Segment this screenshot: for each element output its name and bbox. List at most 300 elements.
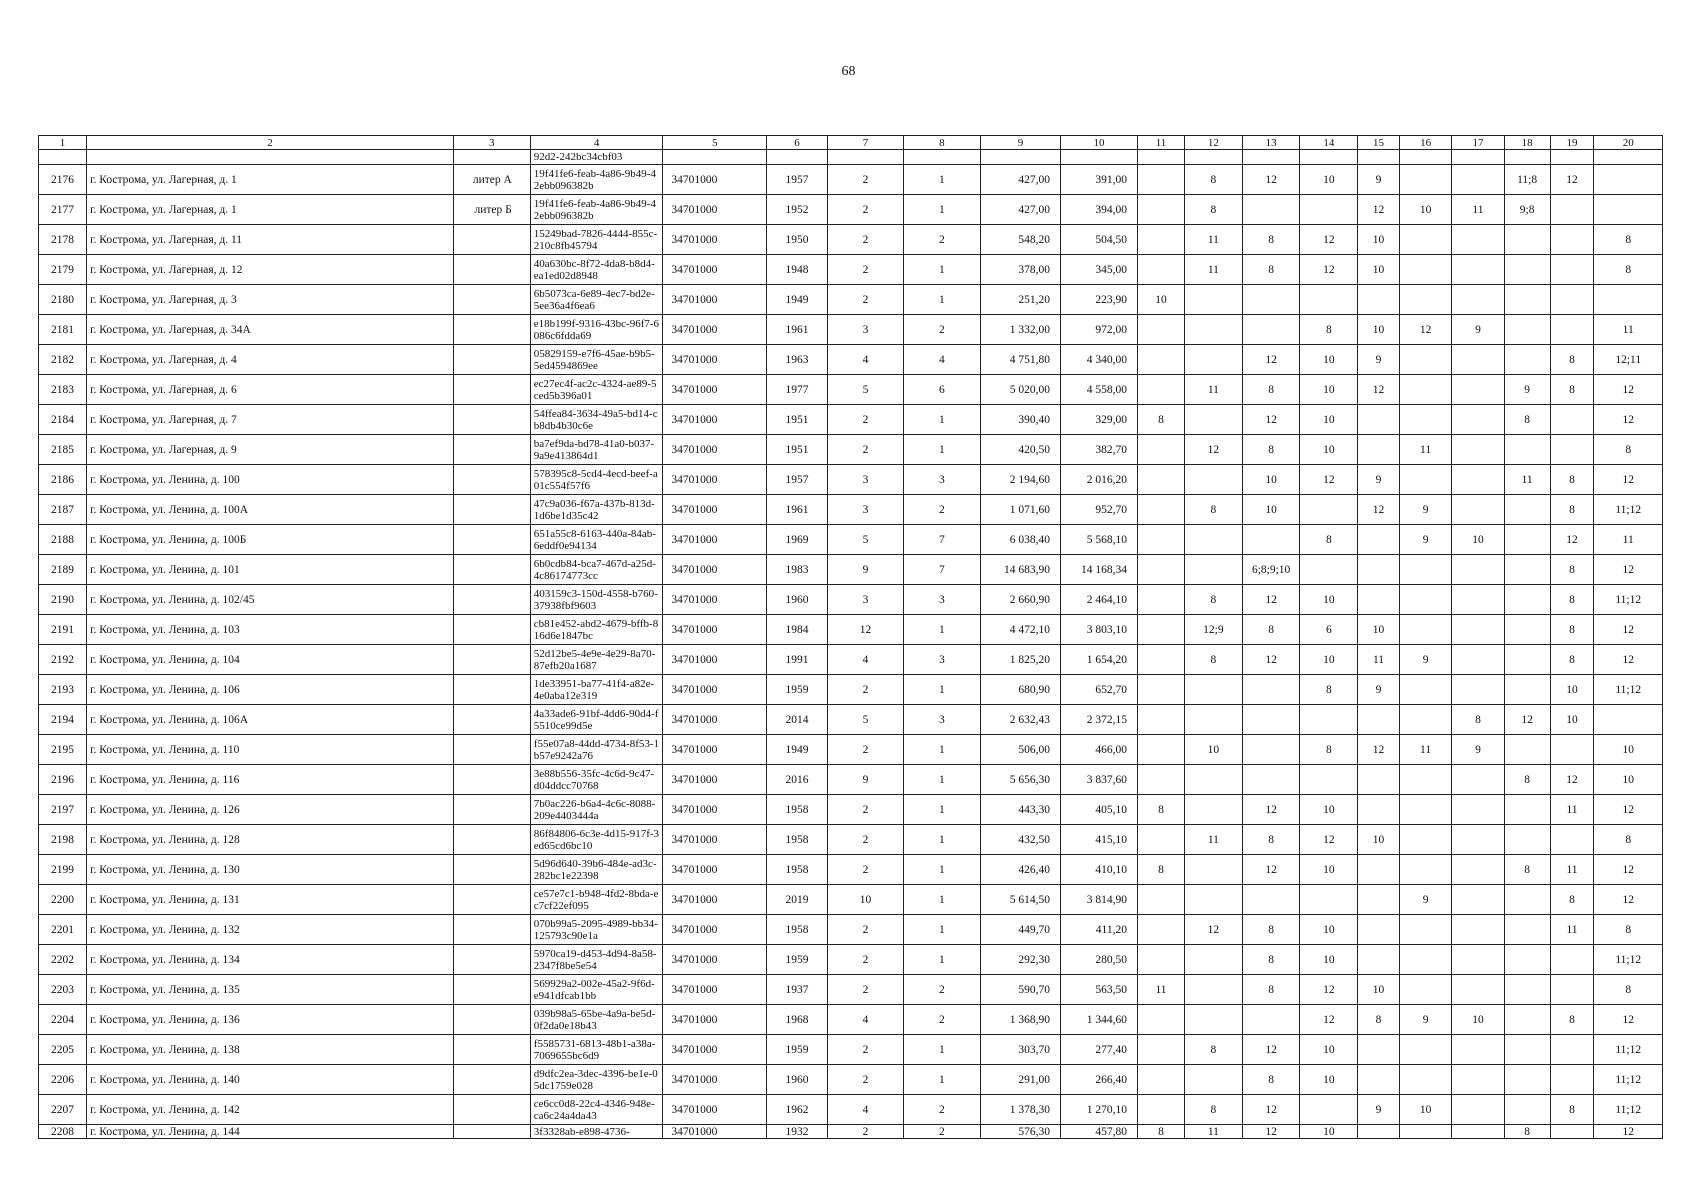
address-cell — [87, 150, 454, 165]
address-cell: г. Кострома, ул. Ленина, д. 103 — [87, 615, 454, 645]
living-area-cell: 3 814,90 — [1061, 885, 1138, 915]
address-cell: г. Кострома, ул. Ленина, д. 100Б — [87, 525, 454, 555]
year-built-cell: 1958 — [767, 915, 828, 945]
object-guid-cell: 19f41fe6-feab-4a86-9b49-42ebb096382b — [530, 165, 663, 195]
table-row — [39, 855, 1663, 885]
address-cell: г. Кострома, ул. Ленина, д. 100А — [87, 495, 454, 525]
living-area-cell: 457,80 — [1061, 1125, 1138, 1139]
oktmo-code-cell: 34701000 — [663, 225, 767, 255]
entrances-cell: 1 — [903, 255, 980, 285]
oktmo-code-cell: 34701000 — [663, 615, 767, 645]
entrances-cell: 1 — [903, 615, 980, 645]
table-row — [39, 195, 1663, 225]
col-16-cell — [1399, 1125, 1451, 1139]
total-area-cell: 1 368,90 — [980, 1005, 1060, 1035]
col-17-cell — [1452, 1095, 1504, 1125]
floors-cell: 2 — [827, 945, 903, 975]
col-15-cell: 10 — [1358, 825, 1400, 855]
address-cell: г. Кострома, ул. Ленина, д. 140 — [87, 1065, 454, 1095]
col-11-cell — [1138, 495, 1185, 525]
housing-register-table — [38, 135, 1663, 1139]
letter-cell — [453, 915, 530, 945]
row-number-cell: 2204 — [39, 1005, 87, 1035]
col-20-cell: 8 — [1594, 975, 1663, 1005]
oktmo-code-cell: 34701000 — [663, 825, 767, 855]
col-16-cell — [1399, 1035, 1451, 1065]
address-cell: г. Кострома, ул. Ленина, д. 142 — [87, 1095, 454, 1125]
col-20-cell — [1594, 150, 1663, 165]
letter-cell — [453, 525, 530, 555]
col-19-cell: 10 — [1550, 675, 1594, 705]
col-18-cell — [1504, 615, 1550, 645]
col-13-cell: 8 — [1242, 915, 1300, 945]
col-12-cell — [1185, 675, 1243, 705]
col-15-cell: 10 — [1358, 225, 1400, 255]
oktmo-code-cell: 34701000 — [663, 975, 767, 1005]
floors-cell: 2 — [827, 285, 903, 315]
col-20-cell: 12 — [1594, 885, 1663, 915]
col-11-cell — [1138, 555, 1185, 585]
col-14-cell — [1300, 555, 1358, 585]
continuation-row — [39, 150, 1663, 165]
address-cell: г. Кострома, ул. Лагерная, д. 12 — [87, 255, 454, 285]
col-12-cell — [1185, 555, 1243, 585]
col-19-cell: 10 — [1550, 705, 1594, 735]
col-20-cell: 11;12 — [1594, 1095, 1663, 1125]
col-11-cell — [1138, 1005, 1185, 1035]
col-18-cell: 9 — [1504, 375, 1550, 405]
floors-cell: 2 — [827, 165, 903, 195]
year-built-cell: 1961 — [767, 495, 828, 525]
col-12-cell — [1185, 765, 1243, 795]
col-18-cell: 8 — [1504, 405, 1550, 435]
col-13-cell — [1242, 195, 1300, 225]
floors-cell: 2 — [827, 435, 903, 465]
oktmo-code-cell: 34701000 — [663, 165, 767, 195]
col-17-cell — [1452, 1065, 1504, 1095]
col-18-cell — [1504, 915, 1550, 945]
column-header-12: 12 — [1185, 136, 1243, 150]
col-12-cell: 10 — [1185, 735, 1243, 765]
living-area-cell: 1 654,20 — [1061, 645, 1138, 675]
year-built-cell: 1984 — [767, 615, 828, 645]
col-18-cell — [1504, 345, 1550, 375]
col-15-cell — [1358, 795, 1400, 825]
col-13-cell — [1242, 705, 1300, 735]
address-cell: г. Кострома, ул. Лагерная, д. 34А — [87, 315, 454, 345]
col-19-cell: 8 — [1550, 465, 1594, 495]
col-12-cell: 11 — [1185, 1125, 1243, 1139]
col-18-cell: 9;8 — [1504, 195, 1550, 225]
col-14-cell: 8 — [1300, 525, 1358, 555]
floors-cell: 4 — [827, 645, 903, 675]
table-row — [39, 465, 1663, 495]
col-12-cell: 8 — [1185, 645, 1243, 675]
letter-cell — [453, 495, 530, 525]
column-header-8: 8 — [903, 136, 980, 150]
col-16-cell — [1399, 945, 1451, 975]
year-built-cell: 1951 — [767, 405, 828, 435]
col-17-cell — [1452, 915, 1504, 945]
entrances-cell: 1 — [903, 915, 980, 945]
living-area-cell: 2 016,20 — [1061, 465, 1138, 495]
col-18-cell — [1504, 435, 1550, 465]
col-14-cell — [1300, 495, 1358, 525]
col-11-cell — [1138, 345, 1185, 375]
row-number-cell: 2182 — [39, 345, 87, 375]
year-built-cell: 1983 — [767, 555, 828, 585]
entrances-cell: 1 — [903, 195, 980, 225]
col-18-cell — [1504, 945, 1550, 975]
col-14-cell: 10 — [1300, 1035, 1358, 1065]
col-15-cell: 12 — [1358, 735, 1400, 765]
entrances-cell: 2 — [903, 1125, 980, 1139]
row-number-cell: 2199 — [39, 855, 87, 885]
col-18-cell — [1504, 1035, 1550, 1065]
table-row — [39, 225, 1663, 255]
col-13-cell: 12 — [1242, 585, 1300, 615]
col-19-cell: 12 — [1550, 765, 1594, 795]
col-12-cell: 8 — [1185, 495, 1243, 525]
col-14-cell: 8 — [1300, 315, 1358, 345]
oktmo-code-cell: 34701000 — [663, 405, 767, 435]
col-12-cell: 11 — [1185, 255, 1243, 285]
year-built-cell: 2016 — [767, 765, 828, 795]
col-14-cell: 10 — [1300, 795, 1358, 825]
column-header-2: 2 — [87, 136, 454, 150]
letter-cell: литер Б — [453, 195, 530, 225]
col-11-cell: 8 — [1138, 1125, 1185, 1139]
col-12-cell: 12 — [1185, 435, 1243, 465]
col-18-cell — [1504, 495, 1550, 525]
row-number-cell: 2208 — [39, 1125, 87, 1139]
col-20-cell: 12 — [1594, 855, 1663, 885]
oktmo-code-cell: 34701000 — [663, 885, 767, 915]
year-built-cell: 1959 — [767, 1035, 828, 1065]
col-13-cell — [1242, 315, 1300, 345]
total-area-cell: 2 194,60 — [980, 465, 1060, 495]
row-number-cell: 2198 — [39, 825, 87, 855]
entrances-cell: 2 — [903, 1005, 980, 1035]
row-number-cell: 2185 — [39, 435, 87, 465]
floors-cell: 2 — [827, 225, 903, 255]
col-15-cell — [1358, 1125, 1400, 1139]
col-13-cell: 8 — [1242, 825, 1300, 855]
col-11-cell: 8 — [1138, 405, 1185, 435]
total-area-cell: 390,40 — [980, 405, 1060, 435]
col-14-cell: 10 — [1300, 375, 1358, 405]
year-built-cell: 1958 — [767, 795, 828, 825]
col-18-cell — [1504, 225, 1550, 255]
total-area-cell: 443,30 — [980, 795, 1060, 825]
col-20-cell: 12 — [1594, 645, 1663, 675]
entrances-cell: 1 — [903, 165, 980, 195]
floors-cell: 3 — [827, 585, 903, 615]
entrances-cell: 2 — [903, 315, 980, 345]
letter-cell — [453, 675, 530, 705]
col-19-cell — [1550, 150, 1594, 165]
col-16-cell: 9 — [1399, 495, 1451, 525]
entrances-cell: 1 — [903, 795, 980, 825]
col-11-cell — [1138, 1035, 1185, 1065]
col-17-cell: 11 — [1452, 195, 1504, 225]
row-number-cell: 2206 — [39, 1065, 87, 1095]
col-14-cell — [1300, 705, 1358, 735]
floors-cell: 3 — [827, 495, 903, 525]
row-number-cell: 2196 — [39, 765, 87, 795]
col-14-cell — [1300, 195, 1358, 225]
total-area-cell: 14 683,90 — [980, 555, 1060, 585]
col-12-cell: 11 — [1185, 375, 1243, 405]
col-12-cell: 8 — [1185, 1095, 1243, 1125]
col-18-cell — [1504, 315, 1550, 345]
address-cell: г. Кострома, ул. Ленина, д. 101 — [87, 555, 454, 585]
column-number-row — [39, 136, 1663, 150]
col-14-cell — [1300, 765, 1358, 795]
letter-cell — [453, 1005, 530, 1035]
col-19-cell: 12 — [1550, 165, 1594, 195]
col-14-cell — [1300, 885, 1358, 915]
col-20-cell — [1594, 285, 1663, 315]
oktmo-code-cell: 34701000 — [663, 525, 767, 555]
col-15-cell: 10 — [1358, 315, 1400, 345]
letter-cell — [453, 1125, 530, 1139]
letter-cell — [453, 150, 530, 165]
living-area-cell: 394,00 — [1061, 195, 1138, 225]
col-19-cell — [1550, 225, 1594, 255]
table-row — [39, 975, 1663, 1005]
table-row — [39, 1125, 1663, 1139]
col-12-cell: 12 — [1185, 915, 1243, 945]
col-17-cell — [1452, 495, 1504, 525]
col-19-cell — [1550, 315, 1594, 345]
col-12-cell: 8 — [1185, 585, 1243, 615]
col-11-cell — [1138, 645, 1185, 675]
col-12-cell: 12;9 — [1185, 615, 1243, 645]
col-11-cell: 8 — [1138, 795, 1185, 825]
col-13-cell — [1242, 735, 1300, 765]
col-12-cell — [1185, 795, 1243, 825]
object-guid-cell: ec27ec4f-ac2c-4324-ae89-5ced5b396a01 — [530, 375, 663, 405]
object-guid-cell: 05829159-e7f6-45ae-b9b5-5ed4594869ee — [530, 345, 663, 375]
floors-cell: 4 — [827, 1005, 903, 1035]
year-built-cell: 1962 — [767, 1095, 828, 1125]
col-20-cell: 12 — [1594, 405, 1663, 435]
col-16-cell — [1399, 1065, 1451, 1095]
col-12-cell: 8 — [1185, 195, 1243, 225]
col-14-cell: 12 — [1300, 975, 1358, 1005]
total-area-cell: 5 020,00 — [980, 375, 1060, 405]
row-number-cell: 2195 — [39, 735, 87, 765]
col-17-cell: 10 — [1452, 525, 1504, 555]
col-13-cell: 10 — [1242, 495, 1300, 525]
entrances-cell: 2 — [903, 975, 980, 1005]
oktmo-code-cell: 34701000 — [663, 795, 767, 825]
table-body — [39, 150, 1663, 1139]
letter-cell — [453, 315, 530, 345]
entrances-cell: 2 — [903, 495, 980, 525]
col-15-cell: 10 — [1358, 975, 1400, 1005]
col-13-cell: 12 — [1242, 405, 1300, 435]
col-17-cell — [1452, 150, 1504, 165]
total-area-cell: 4 751,80 — [980, 345, 1060, 375]
col-18-cell — [1504, 285, 1550, 315]
year-built-cell: 1932 — [767, 1125, 828, 1139]
table-row — [39, 675, 1663, 705]
year-built-cell: 1961 — [767, 315, 828, 345]
col-15-cell — [1358, 285, 1400, 315]
oktmo-code-cell: 34701000 — [663, 255, 767, 285]
column-header-6: 6 — [767, 136, 828, 150]
col-16-cell: 10 — [1399, 195, 1451, 225]
letter-cell — [453, 375, 530, 405]
oktmo-code-cell: 34701000 — [663, 345, 767, 375]
col-16-cell — [1399, 465, 1451, 495]
col-11-cell — [1138, 315, 1185, 345]
col-14-cell: 12 — [1300, 225, 1358, 255]
col-16-cell — [1399, 615, 1451, 645]
col-13-cell — [1242, 1005, 1300, 1035]
oktmo-code-cell: 34701000 — [663, 765, 767, 795]
col-14-cell: 8 — [1300, 675, 1358, 705]
col-12-cell — [1185, 855, 1243, 885]
address-cell: г. Кострома, ул. Ленина, д. 138 — [87, 1035, 454, 1065]
col-12-cell: 11 — [1185, 825, 1243, 855]
year-built-cell: 1958 — [767, 825, 828, 855]
letter-cell — [453, 1035, 530, 1065]
col-13-cell: 12 — [1242, 1125, 1300, 1139]
address-cell: г. Кострома, ул. Ленина, д. 100 — [87, 465, 454, 495]
col-20-cell: 8 — [1594, 825, 1663, 855]
col-14-cell: 12 — [1300, 825, 1358, 855]
col-17-cell — [1452, 345, 1504, 375]
col-18-cell — [1504, 585, 1550, 615]
col-18-cell — [1504, 255, 1550, 285]
object-guid-cell: 40a630bc-8f72-4da8-b8d4-ea1ed02d8948 — [530, 255, 663, 285]
letter-cell — [453, 435, 530, 465]
col-15-cell — [1358, 585, 1400, 615]
living-area-cell: 652,70 — [1061, 675, 1138, 705]
col-19-cell: 8 — [1550, 615, 1594, 645]
object-guid-cell: 47c9a036-f67a-437b-813d-1d6be1d35c42 — [530, 495, 663, 525]
object-guid-cell: ce57e7c1-b948-4fd2-8bda-ec7cf22ef095 — [530, 885, 663, 915]
col-16-cell — [1399, 855, 1451, 885]
col-17-cell — [1452, 165, 1504, 195]
year-built-cell: 1991 — [767, 645, 828, 675]
living-area-cell: 1 344,60 — [1061, 1005, 1138, 1035]
year-built-cell: 1969 — [767, 525, 828, 555]
living-area-cell: 410,10 — [1061, 855, 1138, 885]
col-11-cell — [1138, 1065, 1185, 1095]
row-number-cell: 2187 — [39, 495, 87, 525]
col-15-cell: 9 — [1358, 1095, 1400, 1125]
row-number-cell: 2178 — [39, 225, 87, 255]
col-20-cell: 12 — [1594, 465, 1663, 495]
object-guid-cell: 86f84806-6c3e-4d15-917f-3ed65cd6bc10 — [530, 825, 663, 855]
oktmo-code-cell: 34701000 — [663, 315, 767, 345]
col-15-cell — [1358, 405, 1400, 435]
entrances-cell: 3 — [903, 585, 980, 615]
floors-cell: 3 — [827, 315, 903, 345]
col-19-cell — [1550, 735, 1594, 765]
floors-cell: 3 — [827, 465, 903, 495]
col-17-cell — [1452, 465, 1504, 495]
entrances-cell: 1 — [903, 675, 980, 705]
table-row — [39, 945, 1663, 975]
row-number-cell: 2188 — [39, 525, 87, 555]
floors-cell: 5 — [827, 375, 903, 405]
col-11-cell: 8 — [1138, 855, 1185, 885]
col-16-cell: 9 — [1399, 645, 1451, 675]
col-19-cell — [1550, 435, 1594, 465]
row-number-cell: 2177 — [39, 195, 87, 225]
table-row — [39, 885, 1663, 915]
table-row — [39, 1005, 1663, 1035]
year-built-cell: 1957 — [767, 165, 828, 195]
entrances-cell: 1 — [903, 765, 980, 795]
total-area-cell: 548,20 — [980, 225, 1060, 255]
col-19-cell: 8 — [1550, 375, 1594, 405]
col-20-cell: 8 — [1594, 435, 1663, 465]
col-18-cell — [1504, 555, 1550, 585]
col-14-cell: 12 — [1300, 465, 1358, 495]
floors-cell: 2 — [827, 915, 903, 945]
column-header-3: 3 — [453, 136, 530, 150]
col-20-cell: 8 — [1594, 225, 1663, 255]
oktmo-code-cell: 34701000 — [663, 585, 767, 615]
col-15-cell: 8 — [1358, 1005, 1400, 1035]
letter-cell — [453, 555, 530, 585]
address-cell: г. Кострома, ул. Ленина, д. 144 — [87, 1125, 454, 1139]
total-area-cell: 449,70 — [980, 915, 1060, 945]
table-row — [39, 495, 1663, 525]
col-11-cell — [1138, 150, 1185, 165]
oktmo-code-cell: 34701000 — [663, 675, 767, 705]
oktmo-code-cell: 34701000 — [663, 1035, 767, 1065]
living-area-cell: 952,70 — [1061, 495, 1138, 525]
col-16-cell — [1399, 915, 1451, 945]
floors-cell: 2 — [827, 405, 903, 435]
entrances-cell: 2 — [903, 1095, 980, 1125]
living-area-cell: 415,10 — [1061, 825, 1138, 855]
object-guid-cell: 6b0cdb84-bca7-467d-a25d-4c86174773cc — [530, 555, 663, 585]
col-13-cell: 12 — [1242, 645, 1300, 675]
col-19-cell — [1550, 1125, 1594, 1139]
col-15-cell: 12 — [1358, 495, 1400, 525]
row-number-cell: 2197 — [39, 795, 87, 825]
col-16-cell — [1399, 225, 1451, 255]
total-area-cell: 576,30 — [980, 1125, 1060, 1139]
col-13-cell — [1242, 765, 1300, 795]
col-12-cell: 11 — [1185, 225, 1243, 255]
oktmo-code-cell — [663, 150, 767, 165]
col-14-cell: 10 — [1300, 645, 1358, 675]
table-row — [39, 645, 1663, 675]
col-11-cell — [1138, 765, 1185, 795]
letter-cell — [453, 1065, 530, 1095]
row-number-cell: 2190 — [39, 585, 87, 615]
letter-cell — [453, 795, 530, 825]
object-guid-cell: 6b5073ca-6e89-4ec7-bd2e-5ee36a4f6ea6 — [530, 285, 663, 315]
living-area-cell: 563,50 — [1061, 975, 1138, 1005]
col-15-cell — [1358, 150, 1400, 165]
object-guid-cell: 52d12be5-4e9e-4e29-8a70-87efb20a1687 — [530, 645, 663, 675]
col-13-cell: 12 — [1242, 165, 1300, 195]
letter-cell — [453, 615, 530, 645]
year-built-cell: 2014 — [767, 705, 828, 735]
col-17-cell — [1452, 285, 1504, 315]
col-13-cell — [1242, 675, 1300, 705]
